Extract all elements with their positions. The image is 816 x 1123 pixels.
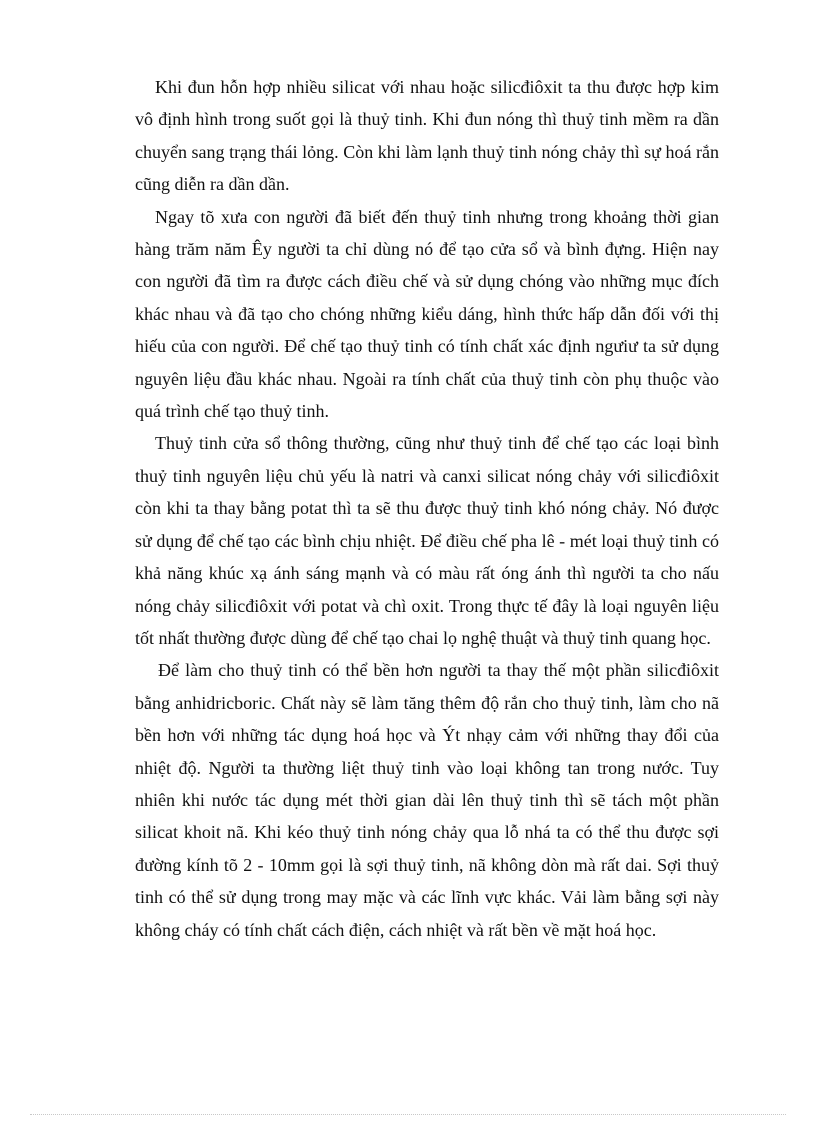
paragraph-3: Thuỷ tinh cửa sổ thông thường, cũng như thuỷ tinh để chế tạo các loại bình thuỷ tinh nguyên liệu chủ yếu là natri và canxi silicat nóng chảy với silicđiôxit còn khi ta thay bằng potat thì ta sẽ thu được thuỷ tinh khó nóng chảy. Nó được sử dụng để chế tạo các bình chịu nhiệt. Để điều chế pha lê - mét loại thuỷ tinh có khả năng khúc xạ ánh sáng mạnh và có màu rất óng ánh thì người ta cho nấu nóng chảy silicđiôxit với potat và chì oxit. Trong thực tế đây là loại nguyên liệu tốt nhất thường được dùng để chế tạo chai lọ nghệ thuật và thuỷ tinh quang học. bbox=[135, 433, 719, 648]
page-bottom-divider bbox=[30, 1114, 786, 1115]
body-text bbox=[135, 71, 719, 946]
paragraph-1: Khi đun hỗn hợp nhiều silicat với nhau hoặc silicđiôxit ta thu được hợp kim vô định hình trong suốt gọi là thuỷ tinh. Khi đun nóng thì thuỷ tinh mềm ra dần chuyển sang trạng thái lỏng. Còn khi làm lạnh thuỷ tinh nóng chảy thì sự hoá rắn cũng diễn ra dần dần. bbox=[135, 77, 719, 195]
paragraph-4: Để làm cho thuỷ tinh có thể bền hơn người ta thay thế một phần silicđiôxit bằng anhidricboric. Chất này sẽ làm tăng thêm độ rắn cho thuỷ tinh, làm cho nã bền hơn với những tác dụng hoá học và Ýt nhạy cảm với những thay đổi của nhiệt độ. Người ta thường liệt thuỷ tinh vào loại không tan trong nước. Tuy nhiên khi nước tác dụng mét thời gian dài lên thuỷ tinh thì sẽ tách một phần silicat khoit nã. Khi kéo thuỷ tinh nóng chảy qua lỗ nhá ta có thể thu được sợi đường kính tõ 2 - 10mm gọi là sợi thuỷ tinh, nã không dòn mà rất dai. Sợi thuỷ tinh có thể sử dụng trong may mặc và các lĩnh vực khác. Vải làm bằng sợi này không cháy có tính chất cách điện, cách nhiệt và rất bền về mặt hoá học. bbox=[135, 660, 719, 940]
paragraph-2: Ngay tõ xưa con người đã biết đến thuỷ tinh nhưng trong khoảng thời gian hàng trăm năm Êy người ta chỉ dùng nó để tạo cửa sổ và bình đựng. Hiện nay con người đã tìm ra được cách điều chế và sử dụng chóng vào những mục đích khác nhau và đã tạo cho chóng những kiểu dáng, hình thức hấp dẫn đối với thị hiếu của con người. Để chế tạo thuỷ tinh có tính chất xác định ngưiư ta sử dụng nguyên liệu đầu khác nhau. Ngoài ra tính chất của thuỷ tinh còn phụ thuộc vào quá trình chế tạo thuỷ tinh. bbox=[135, 206, 719, 422]
